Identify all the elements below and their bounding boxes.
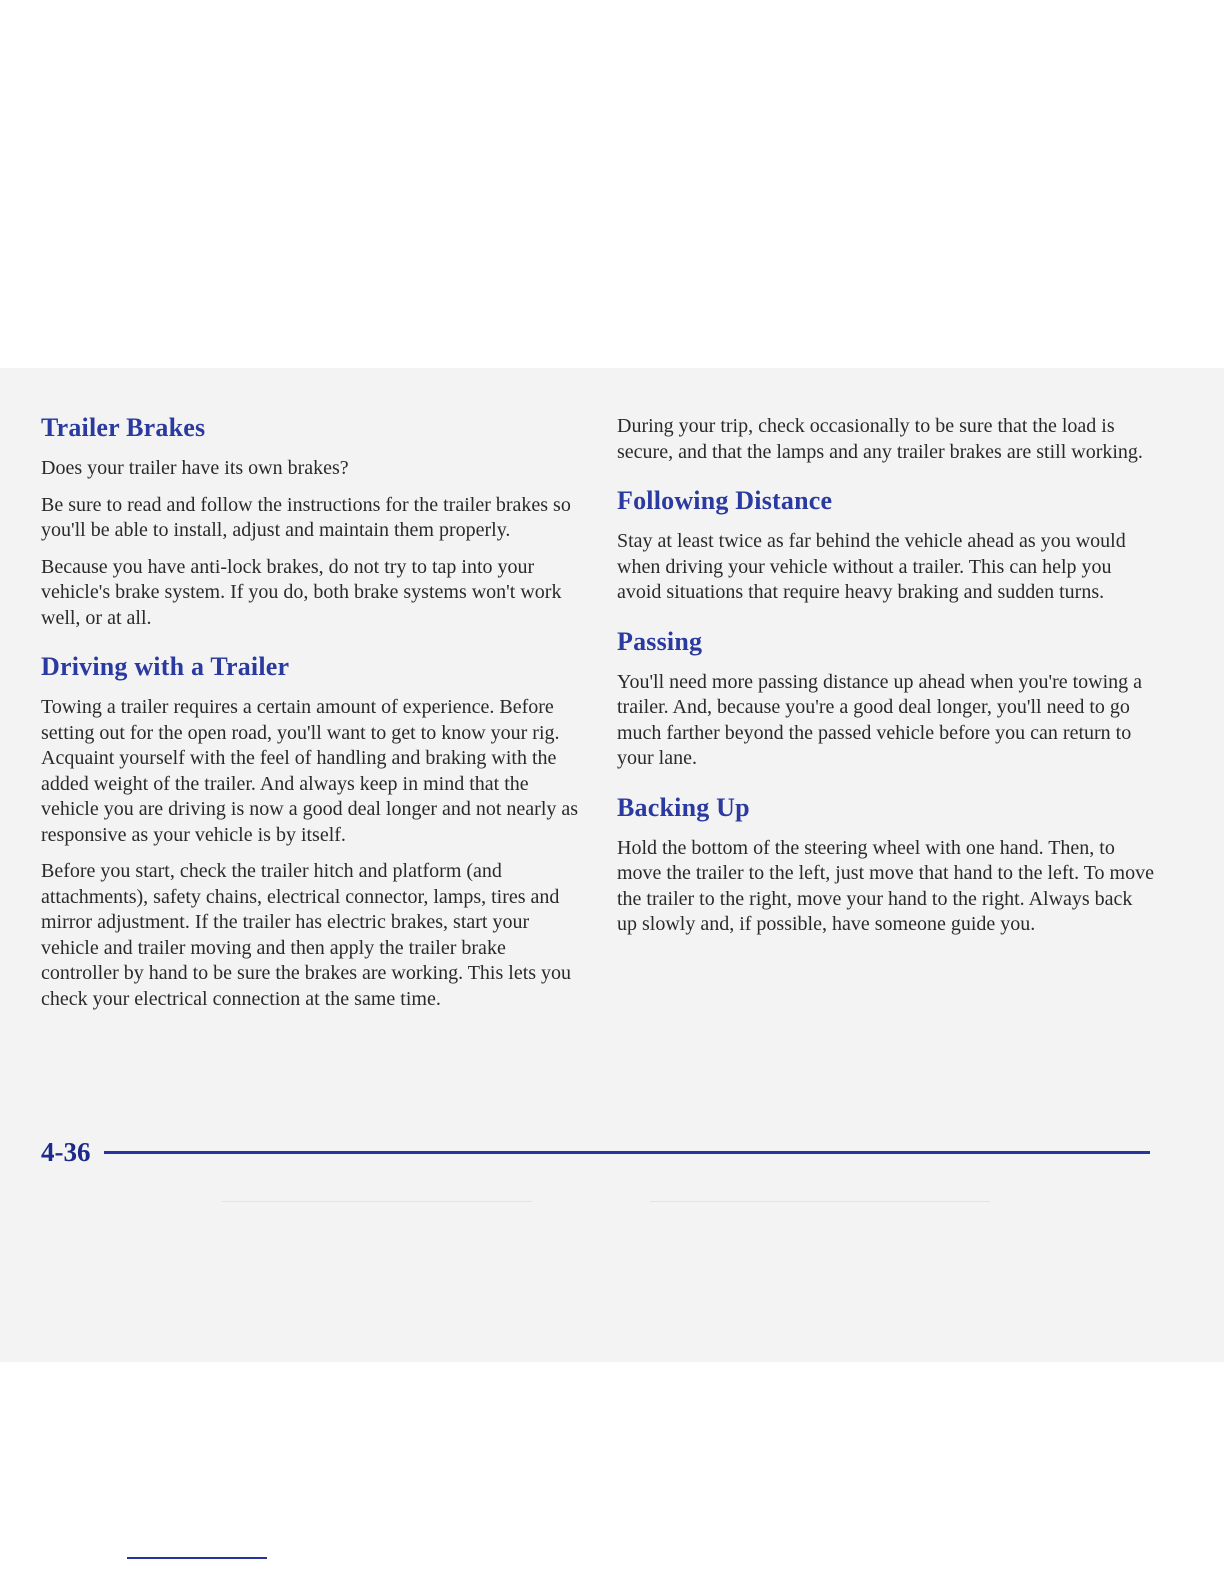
paragraph: Be sure to read and follow the instructions for the trailer brakes so you'll be able to install, adjust and maintain them properly. [41,493,571,541]
heading-driving-with-trailer: Driving with a Trailer [41,652,290,681]
paragraph: Because you have anti-lock brakes, do not try to tap into your vehicle's brake system. If you do, both brake systems won't work well, or at all. [41,555,562,629]
paragraph: Hold the bottom of the steering wheel with one hand. Then, to move the trailer to the left, just move that hand to the left. To move the trailer to the right, move your hand to the right. Always back up slowly and, if possible, have someone guide you. [617,836,1154,935]
paragraph: Towing a trailer requires a certain amount of experience. Before setting out for the open road, you'll want to get to know your rig. Acquaint yourself with the feel of handling and braking with the added weight of the trailer. And always keep in mind that the vehicle you are driving is now a good deal longer and not nearly as responsive as your vehicle is by itself. [41,696,579,846]
heading-backing-up: Backing Up [617,792,750,822]
paragraph: During your trip, check occasionally to be sure that the load is secure, and that the lamps and any trailer brakes are still working. [617,415,1143,463]
heading-passing: Passing [617,626,703,656]
section-passing [617,626,1157,772]
faint-divider [222,1201,532,1202]
bottom-rule [127,1557,267,1559]
right-column [617,414,1157,949]
paragraph: Does your trailer have its own brakes? [41,457,349,479]
paragraph: Before you start, check the trailer hitch and platform (and attachments), safety chains, electrical connector, lamps, tires and mirror adjustment. If the trailer has electric brakes, start your vehicle and trailer moving and then apply the trailer brake controller by hand to be sure the brakes are working. This lets you check your electrical connection at the same time. [41,860,572,1010]
page-number: 4-36 [41,1137,91,1167]
section-driving-with-trailer [41,651,581,1012]
footer-rule [104,1151,1150,1154]
heading-following-distance: Following Distance [617,486,833,515]
left-column [41,412,581,1023]
section-trailer-brakes [41,412,581,631]
faint-divider [650,1201,990,1202]
section-backing-up [617,792,1157,938]
paragraph: You'll need more passing distance up ahead when you're towing a trailer. And, because you're a good deal longer, you'll need to go much farther beyond the passed vehicle before you can return to your lane. [617,670,1143,769]
paragraph: Stay at least twice as far behind the vehicle ahead as you would when driving your vehicle without a trailer. This can help you avoid situations that require heavy braking and sudden turns. [617,530,1126,603]
heading-trailer-brakes: Trailer Brakes [41,413,206,442]
section-following-distance [617,485,1157,606]
